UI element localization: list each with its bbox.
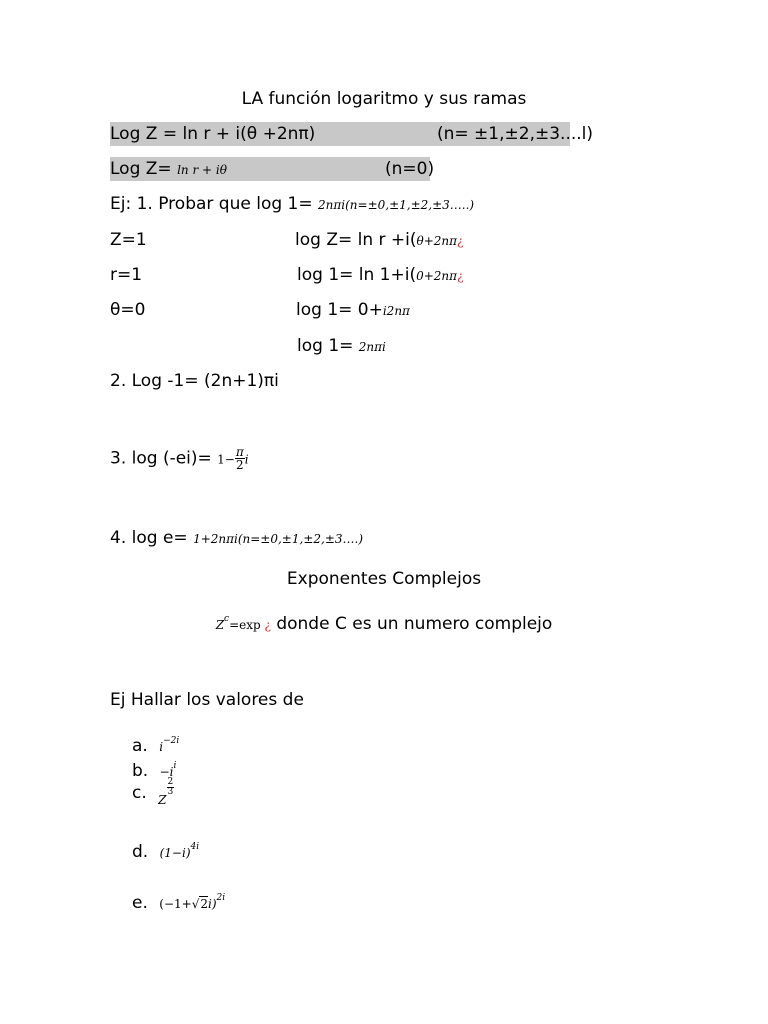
row-b-math: 0+2nπ xyxy=(416,269,458,283)
sqrt-radicand: 2 xyxy=(200,897,209,911)
formula-text: donde C es un numero complejo xyxy=(270,614,553,634)
definition-general-range: (n= ±1,±2,±3....l) xyxy=(437,124,594,144)
example-1-math: 2nπi(n=±0,±1,±2,±3…..) xyxy=(318,198,475,212)
list-item-base: (−1+ xyxy=(159,897,192,911)
row-b-mark: ¿ xyxy=(457,269,464,283)
row-b-text: log 1= 0+ xyxy=(296,300,383,320)
list-item-exponent: 2i xyxy=(216,893,226,903)
row-b-math: i2nπ xyxy=(382,304,410,318)
example-4-text: 4. log e= xyxy=(110,528,194,548)
row-a: r=1 xyxy=(110,265,143,285)
row-b-text: log Z= ln r +i( xyxy=(295,230,417,250)
row-a: Z=1 xyxy=(110,230,147,250)
list-item-label: e. xyxy=(132,893,148,913)
list-item xyxy=(132,836,199,864)
list-item-exponent xyxy=(167,778,175,797)
row-a: θ=0 xyxy=(110,300,146,320)
fraction-denominator: 2 xyxy=(236,458,244,472)
row-b-text: log 1= xyxy=(297,336,359,356)
formula-equals: =exp xyxy=(229,618,265,632)
example-3 xyxy=(110,446,249,471)
definition-principal-range: (n=0) xyxy=(385,159,435,179)
row-b xyxy=(295,229,463,252)
list-item-label: c. xyxy=(132,783,147,803)
fraction-numerator: 2 xyxy=(167,776,174,787)
row-b xyxy=(297,264,464,287)
list-item-exponent: −2i xyxy=(163,736,180,746)
definition-general xyxy=(110,123,315,145)
section-subtitle: Exponentes Complejos xyxy=(286,569,482,589)
row-b xyxy=(296,299,410,322)
list-item xyxy=(132,776,174,807)
row-b-math: 2nπi xyxy=(358,340,386,354)
complex-exponent-formula xyxy=(0,608,768,636)
formula-exponent: c xyxy=(224,614,230,624)
list-item-base: −i xyxy=(159,765,174,779)
definition-principal-math: ln r + iθ xyxy=(177,163,227,177)
example-4 xyxy=(110,527,363,550)
list-item-exponent: 4i xyxy=(190,842,200,852)
list-item-label: d. xyxy=(132,842,149,862)
example-1 xyxy=(110,193,474,216)
fraction-denominator: 3 xyxy=(167,786,174,797)
sqrt-icon: √ xyxy=(191,897,200,911)
list-item-label: a. xyxy=(132,736,148,756)
example-5: Ej Hallar los valores de xyxy=(110,690,304,710)
definition-principal-label: Log Z= xyxy=(110,159,178,179)
row-b-math: θ+2nπ xyxy=(416,234,458,248)
list-item-base: (1−i) xyxy=(159,846,191,860)
definition-principal xyxy=(110,158,227,181)
list-item-base: i xyxy=(159,740,164,754)
definition-general-formula: Log Z = ln r + i(θ +2nπ) xyxy=(110,124,316,144)
list-item-base: i) xyxy=(208,897,217,911)
list-item-base: Z xyxy=(158,793,167,807)
page-title: LA función logaritmo y sus ramas xyxy=(241,89,527,109)
row-b-text: log 1= ln 1+i( xyxy=(297,265,417,285)
list-item xyxy=(132,730,179,758)
formula-base: Z xyxy=(215,618,225,632)
example-1-text: Ej: 1. Probar que log 1= xyxy=(110,194,319,214)
example-3-math: i xyxy=(244,452,249,467)
list-item xyxy=(132,887,225,915)
example-4-math: 1+2nπi(n=±0,±1,±2,±3….) xyxy=(193,532,364,546)
formula-mark: ¿ xyxy=(264,618,271,632)
fraction-numerator: π xyxy=(235,445,244,459)
example-3-math: 1− xyxy=(217,452,235,467)
example-2: 2. Log -1= (2n+1)πi xyxy=(110,371,279,391)
row-b-mark: ¿ xyxy=(457,234,464,248)
list-item-label: b. xyxy=(132,761,149,781)
row-b xyxy=(297,335,386,358)
example-3-text: 3. log (-ei)= xyxy=(110,448,218,469)
fraction xyxy=(235,446,245,471)
list-item-exponent: i xyxy=(173,761,177,771)
